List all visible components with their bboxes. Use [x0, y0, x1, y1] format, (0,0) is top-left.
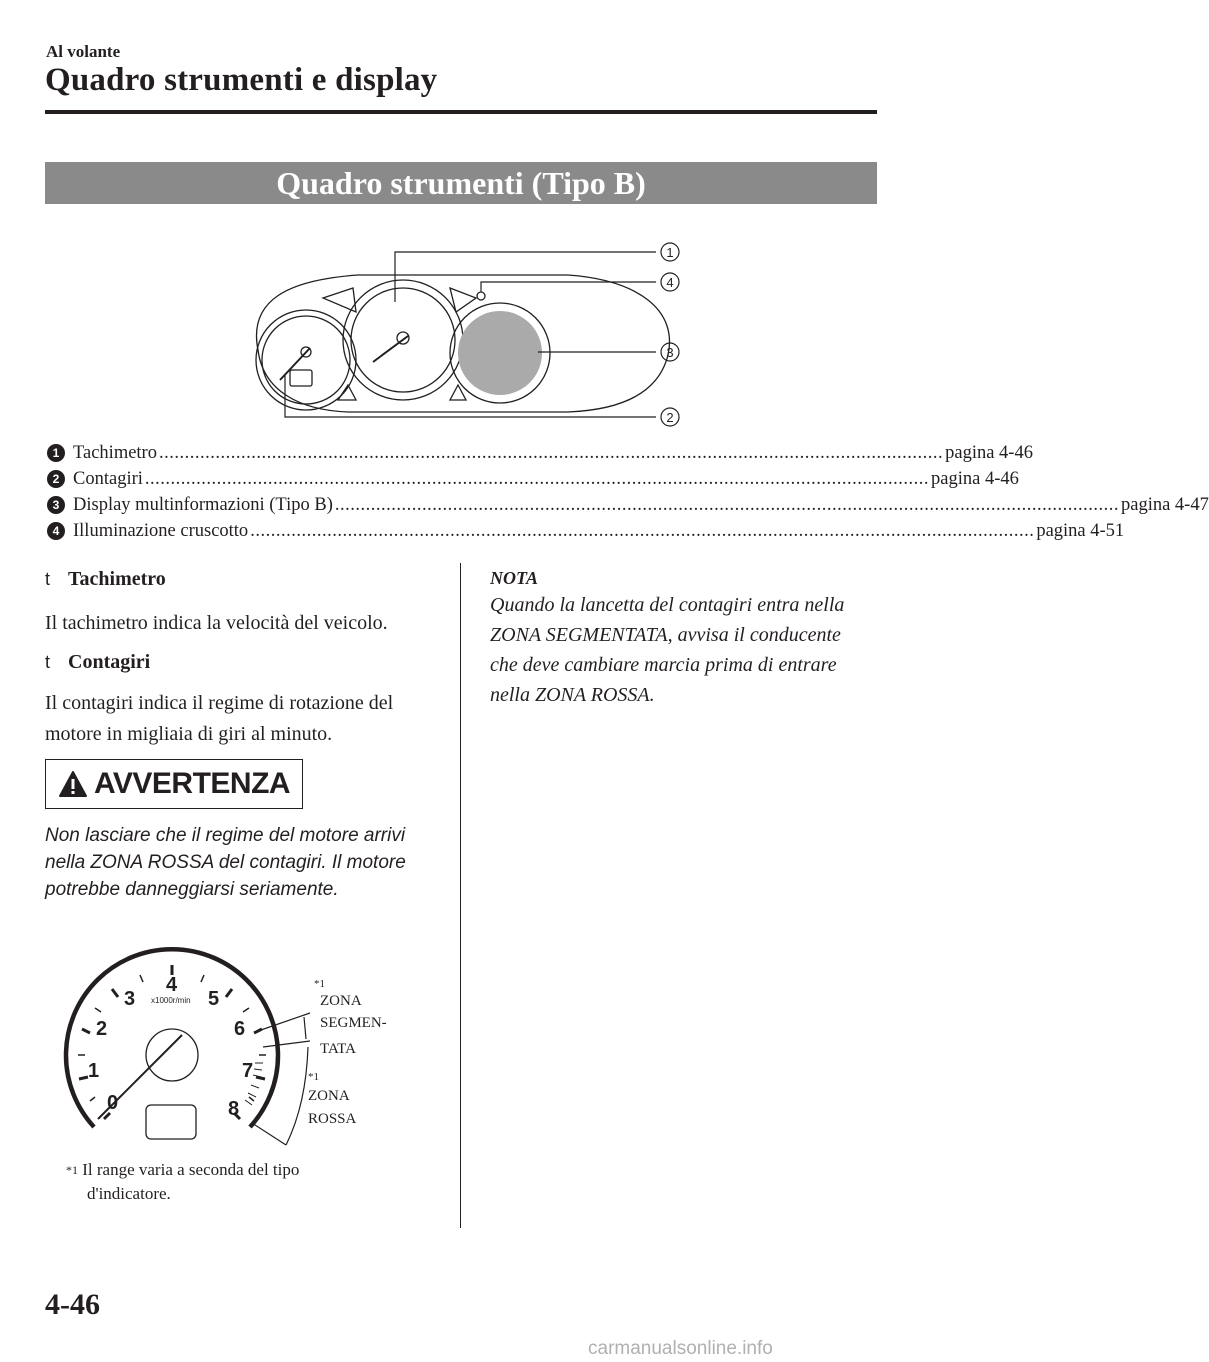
section-banner: Quadro strumenti (Tipo B) — [45, 162, 877, 204]
heading-tachimetro — [45, 568, 166, 591]
minor-tick — [95, 1008, 101, 1012]
left-gauge-display — [290, 370, 312, 386]
zone-red-mark: *1 — [308, 1071, 319, 1083]
callout-3: 3 — [666, 345, 674, 360]
dial-number-6: 6 — [234, 1018, 246, 1040]
callout-1: 1 — [666, 245, 674, 260]
instrument-cluster-figure — [238, 240, 688, 430]
dial-number-7: 7 — [242, 1060, 254, 1082]
dial-number-1: 1 — [88, 1060, 100, 1082]
zone-leader-top — [258, 1013, 310, 1031]
legend-number: 3 — [47, 496, 65, 514]
callout-4: 4 — [666, 275, 674, 290]
leader-dots: ......................................................................................................................................................... — [158, 442, 944, 463]
zone-segmented-line1: ZONA — [320, 993, 362, 1009]
leader-1 — [395, 252, 656, 302]
legend-label: Illuminazione cruscotto — [73, 520, 249, 541]
illumination-dimmer — [477, 292, 485, 300]
legend-number: 2 — [47, 470, 65, 488]
center-gauge-hub — [397, 332, 409, 344]
warning-box — [45, 759, 303, 809]
dial-unit: x1000r/min — [151, 996, 191, 1005]
minor-tick — [249, 1097, 254, 1101]
footnote — [66, 1158, 299, 1206]
multi-info-display — [458, 311, 542, 395]
tacho-hub — [146, 1029, 198, 1081]
zone-segmented-mark: *1 — [314, 978, 325, 990]
heading-bullet: t — [45, 569, 51, 589]
zone-arrow-red — [286, 1047, 308, 1145]
zone-red-line1: ZONA — [308, 1088, 350, 1104]
legend-row-tachimetro — [47, 440, 1033, 466]
page-number: 4-46 — [45, 1288, 100, 1321]
note-label: NOTA — [490, 568, 539, 588]
dial-number-4: 4 — [166, 974, 178, 996]
legend-page: pagina 4-46 — [945, 442, 1033, 463]
zone-arrow-segmented — [304, 1017, 306, 1039]
paragraph-tachimetro: Il tachimetro indica la velocità del veicolo. — [45, 612, 388, 634]
legend-page: pagina 4-47 — [1120, 494, 1209, 515]
paragraph-contagiri: Il contagiri indica il regime di rotazione del motore in migliaia di giri al minuto. — [45, 692, 394, 745]
legend-label: Contagiri — [73, 468, 143, 489]
zone-leader-mid — [263, 1041, 310, 1047]
legend-row-contagiri — [47, 466, 1019, 492]
minor-tick — [140, 975, 143, 982]
warning-label: AVVERTENZA — [93, 767, 291, 800]
heading-bullet: t — [45, 652, 51, 672]
column-divider — [460, 563, 461, 1228]
legend-page: pagina 4-46 — [931, 468, 1019, 489]
legend-number: 1 — [47, 444, 65, 462]
leader-dots: ......................................................................................................................................................... — [250, 520, 1035, 541]
center-gauge-needle — [373, 336, 408, 362]
segment-mark — [245, 1100, 252, 1105]
segment-mark — [254, 1069, 262, 1070]
left-top-triangle — [323, 288, 356, 312]
dial-number-3: 3 — [124, 988, 136, 1010]
heading-text: Contagiri — [68, 651, 151, 673]
footnote-line1: Il range varia a seconda del tipo — [82, 1160, 300, 1179]
page-title: Quadro strumenti e display — [45, 62, 438, 98]
tick-5 — [226, 989, 232, 997]
dial-number-8: 8 — [228, 1098, 240, 1120]
legend-label: Display multinformazioni (Tipo B) — [73, 494, 333, 515]
title-rule — [45, 110, 877, 114]
legend-number: 4 — [47, 522, 65, 540]
zone-leader-bottom — [252, 1123, 286, 1145]
tick-2 — [82, 1029, 90, 1033]
legend-page: pagina 4-51 — [1036, 520, 1125, 541]
leader-dots: ......................................................................................................................................................... — [334, 494, 1119, 515]
tacho-display — [146, 1105, 196, 1139]
tachometer-figure — [60, 955, 390, 1155]
callout-2: 2 — [666, 410, 674, 425]
warning-text: Non lasciare che il regime del motore arrivi nella ZONA ROSSA del contagiri. Il motore potrebbe danneggiarsi seriamente. — [45, 825, 406, 900]
minor-tick — [201, 975, 204, 982]
dial-number-2: 2 — [96, 1018, 108, 1040]
tick-3 — [112, 989, 118, 997]
minor-tick — [243, 1008, 249, 1012]
minor-tick — [90, 1097, 95, 1101]
legend-row-display — [47, 492, 1209, 518]
leader-dots: ......................................................................................................................................................... — [144, 468, 930, 489]
leader-4 — [481, 282, 656, 292]
dial-number-0: 0 — [107, 1092, 119, 1114]
zone-red-line2: ROSSA — [308, 1111, 357, 1127]
watermark[interactable]: carmanualsonline.info — [588, 1338, 773, 1359]
footnote-line2: d'indicatore. — [87, 1184, 171, 1203]
warning-triangle-icon — [58, 770, 88, 798]
segment-mark — [248, 1093, 256, 1097]
tick-1 — [79, 1077, 88, 1079]
dial-number-5: 5 — [208, 988, 220, 1010]
heading-text: Tachimetro — [68, 568, 166, 590]
section-label: Al volante — [46, 42, 121, 61]
heading-contagiri — [45, 651, 150, 674]
segment-mark — [251, 1085, 259, 1088]
zone-segmented-line3: TATA — [320, 1041, 356, 1057]
legend-label: Tachimetro — [73, 442, 157, 463]
note-text: Quando la lancetta del contagiri entra nella ZONA SEGMENTATA, avvisa il conducente che deve cambiare marcia prima di entrare nella ZONA ROSSA. — [490, 594, 845, 706]
legend-row-illuminazione — [47, 518, 1125, 544]
zone-segmented-line2: SEGMEN- — [320, 1015, 387, 1031]
left-gauge-face — [262, 316, 350, 404]
footnote-mark: *1 — [66, 1163, 78, 1177]
